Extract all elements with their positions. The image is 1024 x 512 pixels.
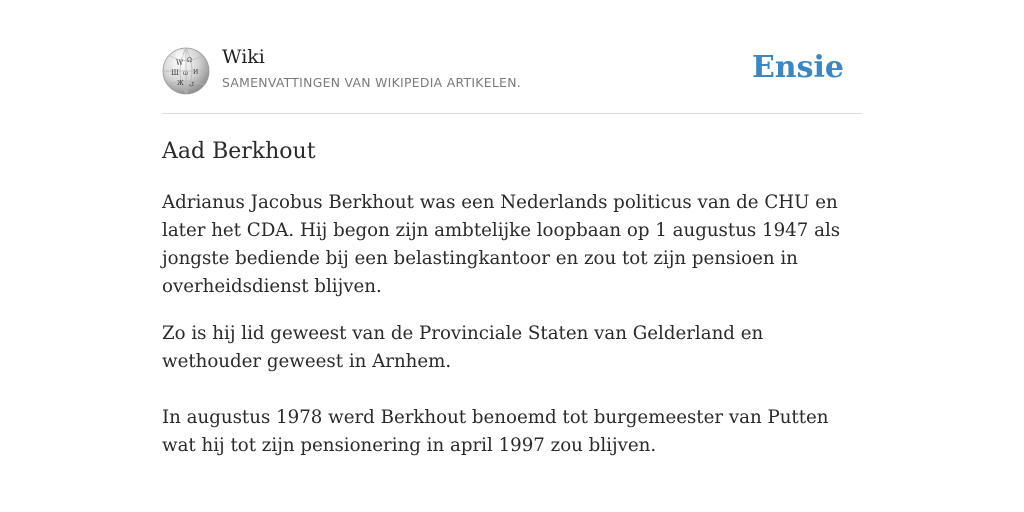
article-title: Aad Berkhout bbox=[162, 139, 316, 164]
svg-text:Ж: Ж bbox=[177, 80, 184, 87]
site-title[interactable]: Wiki bbox=[222, 46, 265, 68]
svg-text:ک: ک bbox=[189, 81, 195, 88]
site-header bbox=[162, 44, 862, 114]
svg-text:Ω: Ω bbox=[187, 57, 192, 64]
svg-text:W: W bbox=[176, 59, 184, 67]
svg-text:Ш: Ш bbox=[171, 69, 179, 77]
article-paragraph: Zo is hij lid geweest van de Provinciale Staten van Gelderland en wethouder geweest in Arnhem. bbox=[162, 323, 764, 372]
svg-text:ω: ω bbox=[183, 70, 188, 77]
svg-text:И: И bbox=[193, 69, 199, 76]
site-tagline: SAMENVATTINGEN VAN WIKIPEDIA ARTIKELEN. bbox=[222, 75, 521, 90]
ensie-logo-link[interactable]: Ensie bbox=[751, 50, 844, 85]
article bbox=[162, 136, 862, 460]
article-paragraph: Adrianus Jacobus Berkhout was een Nederlands politicus van de CHU en later het CDA. Hij begon zijn ambtelijke loopbaan op 1 augustus 1947 als jongste bediende bij een belastingkantoor en zou tot zijn pensioen in overheidsdienst blijven. bbox=[162, 192, 841, 297]
wikipedia-globe-icon[interactable] bbox=[162, 47, 210, 95]
article-paragraph: In augustus 1978 werd Berkhout benoemd tot burgemeester van Putten wat hij tot zijn pensionering in april 1997 zou blijven. bbox=[162, 407, 829, 456]
